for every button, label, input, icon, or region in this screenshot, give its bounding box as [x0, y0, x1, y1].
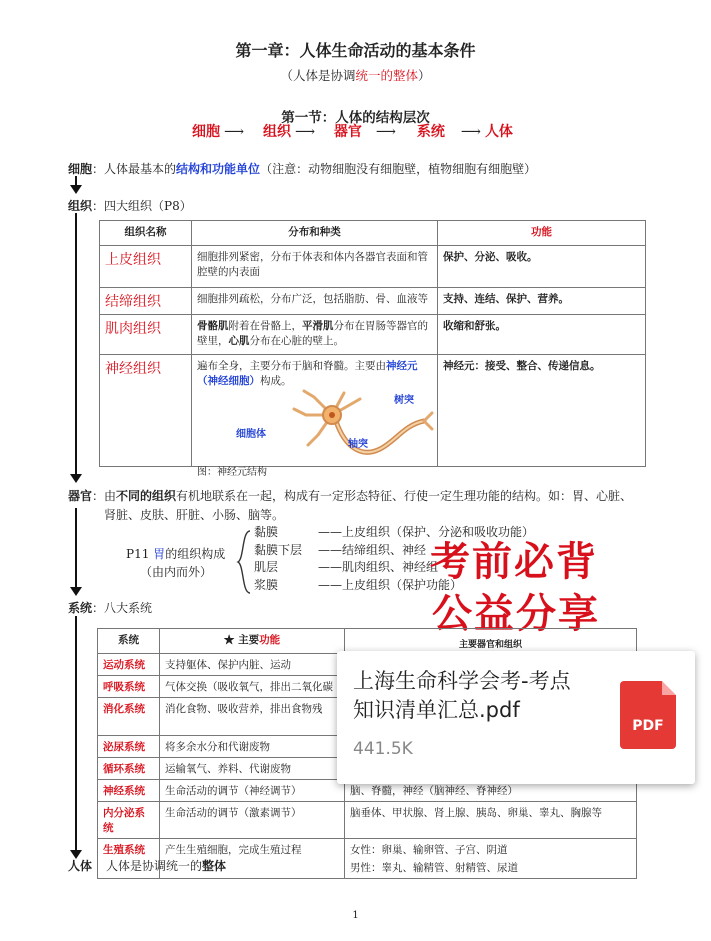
hierarchy-tissue: 组织 [262, 124, 291, 140]
table-row: 呼吸系统 气体交换（吸收氧气，排出二氧化碳 [98, 676, 637, 698]
body-definition: 人体 人体是协调统一的整体 [68, 859, 227, 873]
table-row: 神经系统 生命活动的调节（神经调节） 脑、脊髓，神经（脑神经、脊神经） [98, 780, 637, 802]
hierarchy-cell: 细胞 [192, 124, 220, 140]
arrow-down-icon [70, 185, 82, 194]
col-header: 分布和种类 [192, 221, 438, 246]
stomach-title: P11 胃的组织构成 [126, 547, 226, 561]
col-header: 组织名称 [100, 221, 192, 246]
hierarchy-flow [192, 121, 513, 141]
table-row: 运动系统 支持躯体、保护内脏、运动 [98, 654, 637, 676]
arrow-right-icon: ⟶ [224, 124, 245, 140]
pdf-filename: 上海生命科学会考-考点知识清单汇总.pdf [353, 669, 571, 723]
organ-definition: 器官：由不同的组织有机地联系在一起，构成有一定形态特征、行使一定生理功能的结构。如：胃、心脏、 [68, 489, 633, 503]
table-row: 肌肉组织 骨骼肌附着在骨骼上，平滑肌分布在胃肠等器官的壁里，心肌分布在心脏的壁上。 收缩和舒张。 [100, 315, 646, 355]
hierarchy-body: 人体 [484, 124, 513, 140]
stomach-order: （由内而外） [140, 565, 213, 579]
label-axon: 轴突 [348, 439, 368, 450]
section-title: 第一节：人体的结构层次 [281, 110, 430, 126]
col-header: ★ 主要功能 [160, 629, 345, 654]
figure-caption: 图：神经元结构 [197, 467, 267, 478]
chapter-title: 第一章：人体生命活动的基本条件 [235, 41, 476, 60]
pdf-file-icon: PDF [620, 681, 676, 749]
col-header: 主要器官和组织 [345, 629, 637, 654]
stomach-layer: 黏膜下层 ——结缔组织、神经 [254, 542, 427, 557]
stomach-layer: 浆膜 ——上皮组织（保护功能） [254, 577, 463, 592]
hierarchy-organ: 器官 [333, 124, 362, 140]
arrow-down-icon [70, 587, 82, 596]
table-row: 消化系统 消化食物、吸收营养，排出食物残 [98, 698, 637, 736]
table-row: 泌尿系统 将多余水分和代谢废物 [98, 736, 637, 758]
system-heading: 系统：八大系统 [68, 601, 153, 615]
table-header [98, 629, 637, 654]
hierarchy-system: 系统 [416, 124, 445, 140]
chapter-subtitle: （人体是协调统一的整体） [280, 68, 431, 83]
flow-arrow-line [75, 508, 77, 588]
pdf-filesize: 441.5K [353, 739, 413, 759]
cell-definition: 细胞：人体最基本的结构和功能单位（注意：动物细胞没有细胞壁，植物细胞有细胞壁） [68, 162, 537, 176]
promo-text-line1: 考前必背 [430, 539, 598, 585]
organ-definition-line2: 肾脏、皮肤、肝脏、小肠、脑等。 [104, 508, 285, 522]
label-dendrite: 树突 [394, 395, 414, 406]
tissue-heading: 组织：四大组织（P8） [68, 199, 192, 213]
promo-text-line2: 公益分享 [432, 591, 600, 637]
arrow-down-icon [70, 474, 82, 483]
col-header: 系统 [98, 629, 160, 654]
table-row: 内分泌系统 生命活动的调节（激素调节） 脑垂体、甲状腺、肾上腺、胰岛、卵巢、睾丸、胸腺等 [98, 802, 637, 839]
table-header [100, 221, 646, 246]
tissue-table [99, 220, 646, 478]
table-row: 循环系统 运输氧气、养料、代谢废物 [98, 758, 637, 780]
table-row: 上皮组织 细胞排列紧密，分布于体表和体内各器官表面和管腔壁的内表面 保护、分泌、吸收。 [100, 246, 646, 288]
brace-icon [236, 529, 252, 595]
flow-arrow-line [75, 213, 77, 475]
table-row: 结缔组织 细胞排列疏松，分布广泛，包括脂肪、骨、血液等 支持、连结、保护、营养。 [100, 288, 646, 315]
table-row: 生殖系统 产生生殖细胞，完成生殖过程 女性：卵巢、输卵管、子宫、阴道 男性：睾丸、输精管、射精管、尿道 [98, 839, 637, 879]
stomach-layer: 黏膜 ——上皮组织（保护、分泌和吸收功能） [254, 525, 535, 539]
page-number: 1 [352, 910, 359, 921]
stomach-layer: 肌层 ——肌肉组织、神经组 [254, 560, 439, 574]
pdf-file-card[interactable] [337, 651, 695, 784]
arrow-right-icon: ⟶ [375, 124, 396, 140]
col-header: 功能 [438, 221, 646, 246]
flow-arrow-line [75, 616, 77, 851]
label-cell-body: 细胞体 [236, 429, 266, 440]
arrow-right-icon: ⟶ [460, 124, 481, 140]
table-row: 神经组织 遍布全身，主要分布于脑和脊髓。主要由神经元（神经细胞）构成。 树突 细胞体 轴突 图：神经元结构 神经元：接受、整合、传递信息。 [100, 355, 646, 467]
arrow-right-icon: ⟶ [294, 124, 316, 140]
